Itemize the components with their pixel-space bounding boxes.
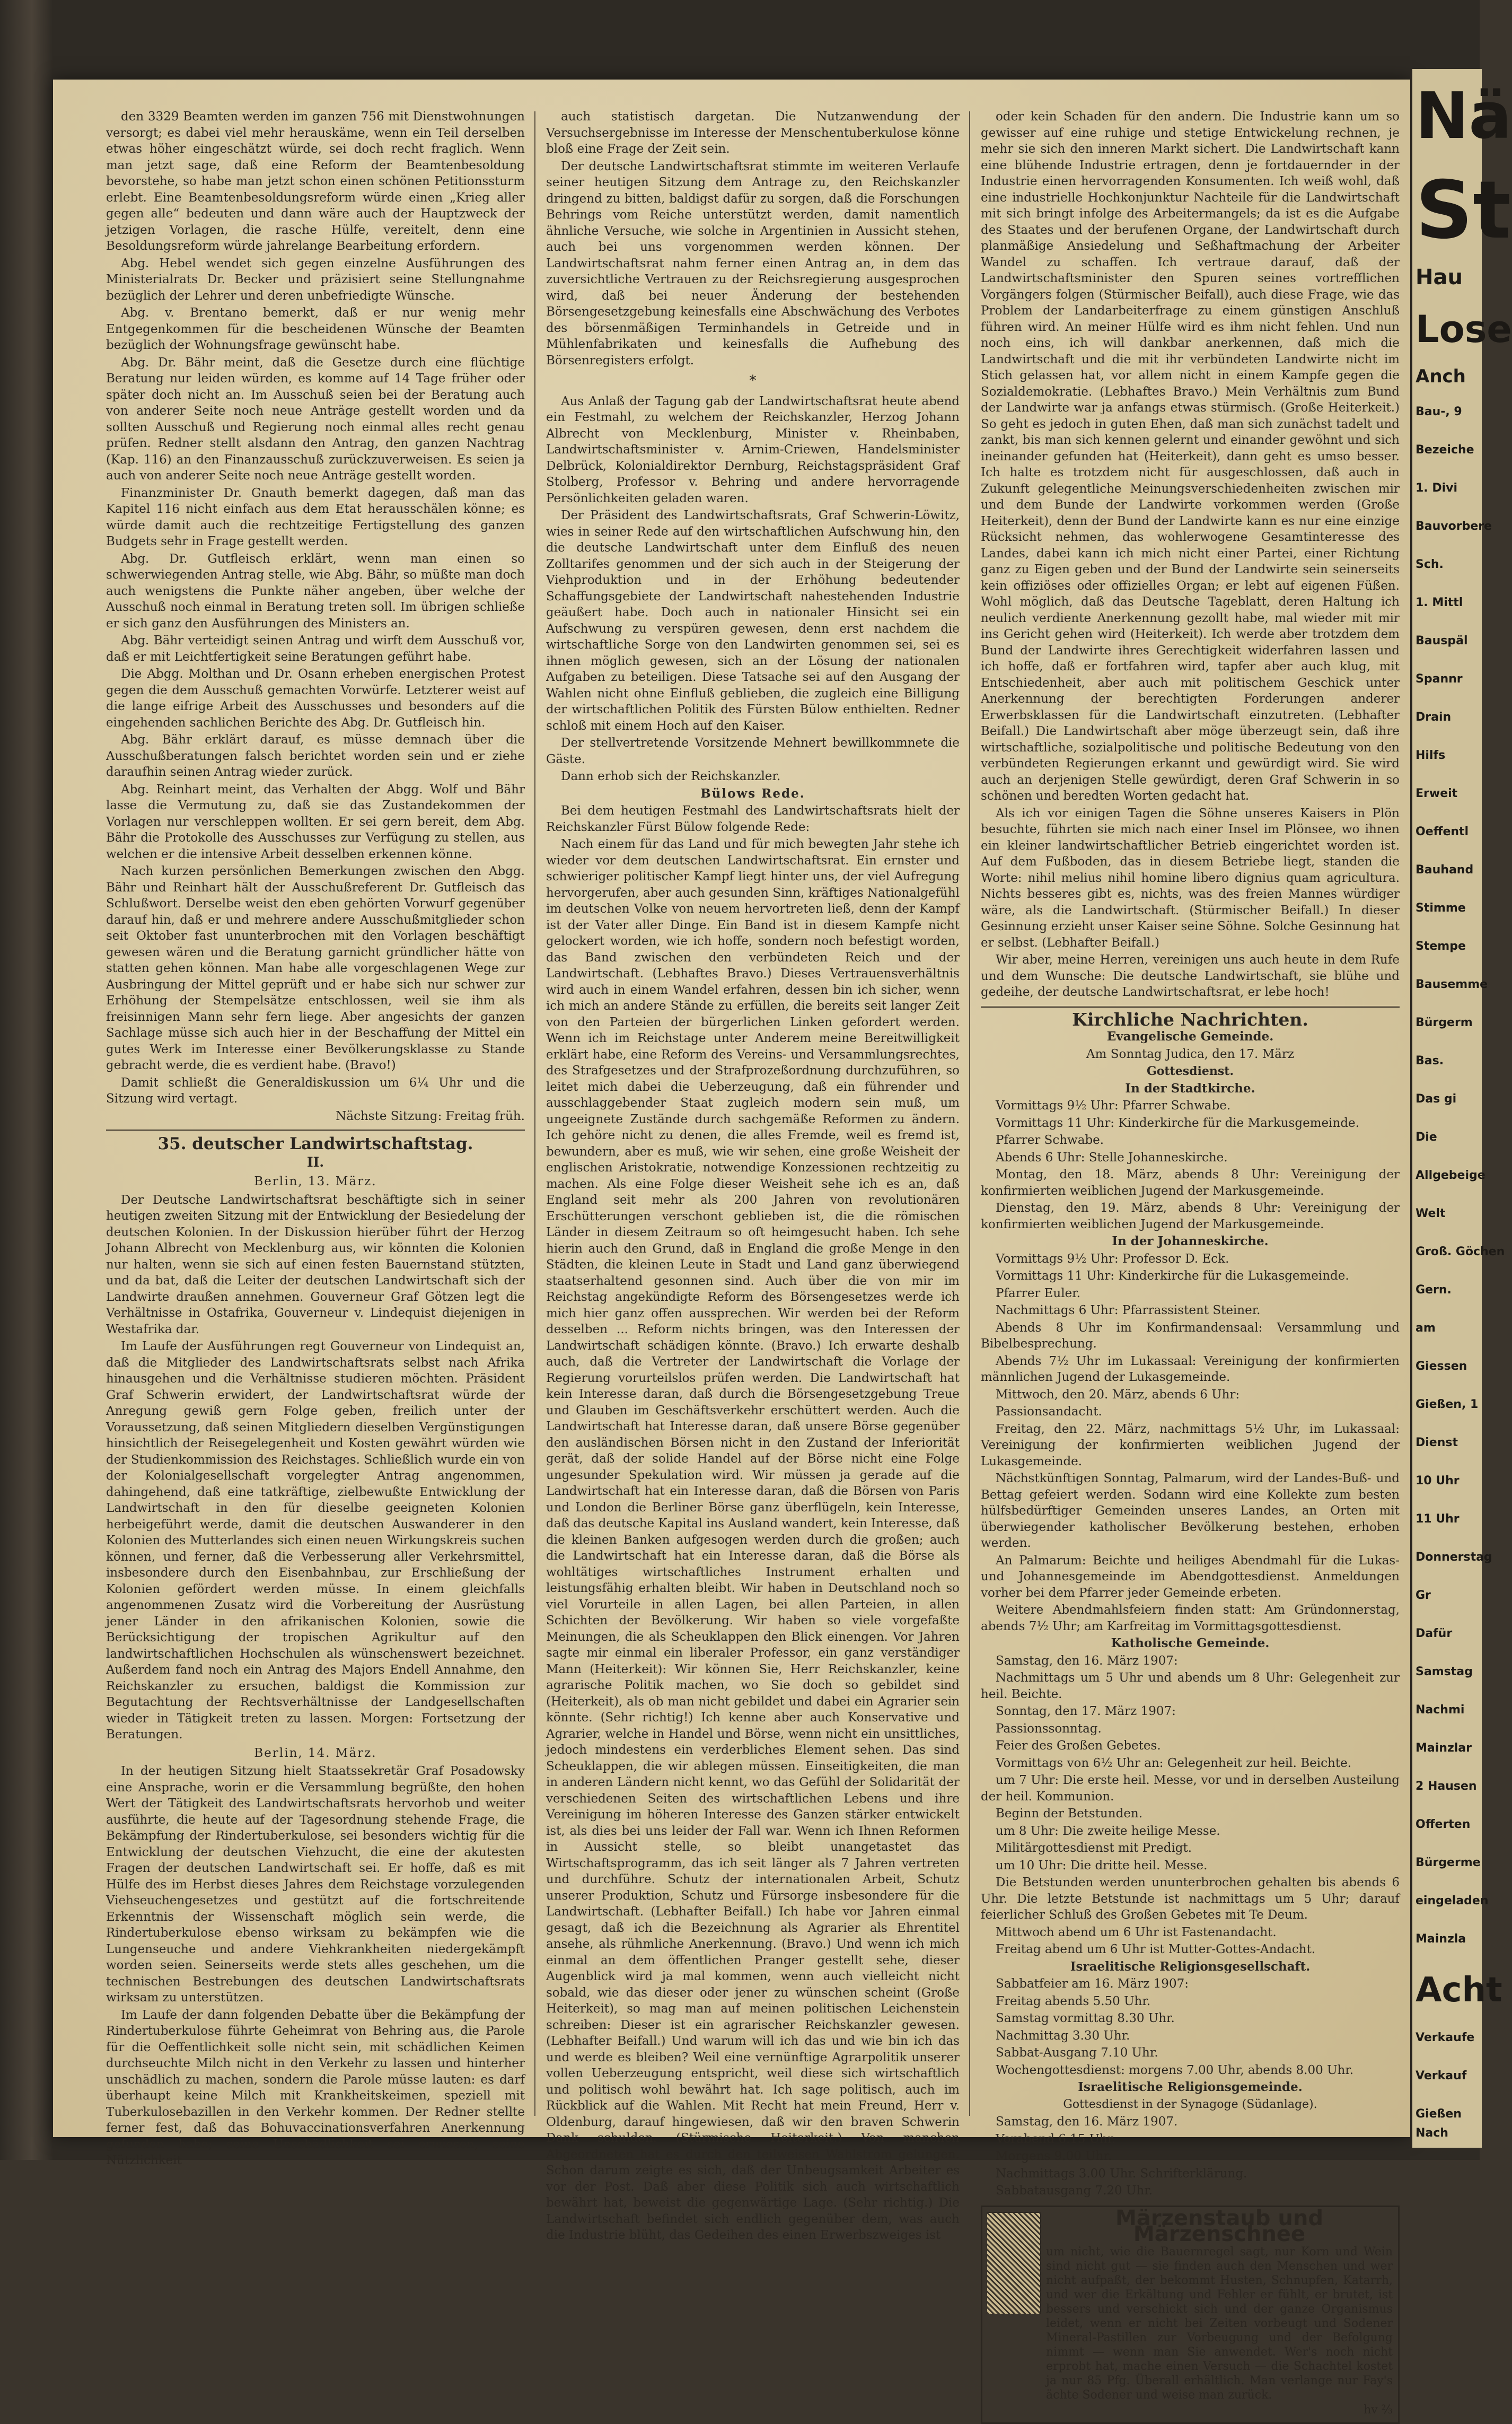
strip-fragment: Gern. [1416,1283,1452,1297]
johanneskirche-schedule [981,1251,1400,1635]
strip-fragment: Anch [1416,366,1466,387]
paragraph: Abg. Bähr verteidigt seinen Antrag und wirft dem Ausschuß vor, daß er mit Leichtfertigkeit seine Beratungen geführt habe. [106,633,525,665]
schedule-line: Montag, den 18. März, abends 8 Uhr: Vereinigung der konfirmierten weiblichen Jugend der Markusgemeinde. [981,1167,1400,1199]
paragraph: Abg. Reinhart meint, das Verhalten der Abgg. Wolf und Bähr lasse die Vermutung zu, daß sie das Zustandekommen der Vorlagen nur verschleppen wollten. Er sei gern bereit, dem Abg. Bähr die Protokolle des Ausschusses zur Verfügung zu stellen, aus welchen er die intensive Arbeit desselben erkennen könne. [106,782,525,863]
schedule-line: Samstag vormittag 8.30 Uhr. [981,2010,1400,2027]
column-middle-paragraphs-first [546,109,960,369]
strip-fragment: Samstag [1416,1665,1473,1678]
schedule-line: Samstag, den 16. März 1907: [981,1653,1400,1669]
schedule-line: Vormittags 11 Uhr: Kinderkirche für die Lukasgemeinde. [981,1268,1400,1284]
section-paragraphs-first [106,1192,525,1743]
schedule-line: Dienstag, den 19. März, abends 8 Uhr: Vereinigung der konfirmierten weiblichen Jugend der Markusgemeinde. [981,1200,1400,1232]
strip-fragment: 11 Uhr [1416,1512,1460,1526]
schedule-line: Nachmittags um 5 Uhr und abends um 8 Uhr: Gelegenheit zur heil. Beichte. [981,1670,1400,1702]
strip-fragment: St [1416,164,1511,257]
strip-fragment: Spannr [1416,672,1463,686]
evangelical-date: Am Sonntag Judica, den 17. März [981,1046,1400,1063]
section-roman-numeral: II. [106,1154,525,1171]
strip-fragment: am [1416,1322,1436,1335]
schedule-line: Beginn der Betstunden. [981,1806,1400,1822]
strip-fragment: Gießen, 1 [1416,1398,1478,1411]
johanneskirche-heading: In der Johanneskirche. [981,1233,1400,1250]
advertisement-code: hv ⅔ [1046,2402,1393,2419]
strip-fragment: Bas. [1416,1054,1444,1067]
column-middle [546,109,960,2116]
strip-fragment: Hau [1416,265,1463,290]
strip-fragment: Nach [1416,2127,1448,2140]
schedule-line: Nächstkünftigen Sonntag, Palmarum, wird der Landes-Buß- und Bettag gefeiert werden. Sodann wird eine Kollekte zum besten hülfsbedürftiger Gemeinden unseres Landes, an Orten mit überwiegender katholischer Bevölkerung bestehen, erhoben werden. [981,1471,1400,1552]
service-label: Gottesdienst. [981,1063,1400,1080]
strip-fragment: Erweit [1416,787,1457,800]
paragraph: Abg. Dr. Gutfleisch erklärt, wenn man einen so schwerwiegenden Antrag stelle, wie Abg. Bähr, so müßte man doch auch wenigstens die Punkte näher angeben, über welche der Ausschuß noch einmal in Beratung treten soll. Im übrigen schließe er sich ganz den Ausführungen des Ministers an. [106,551,525,632]
schedule-line: Vormittags 9½ Uhr: Professor D. Eck. [981,1251,1400,1267]
israelite-society-schedule [981,1976,1400,2078]
schedule-line: Die Betstunden werden ununterbrochen gehalten bis abends 6 Uhr. Die letzte Betstunde ist nachmittags um 5 Uhr; darauf feierlicher Schluß des Großen Gebetes mit Te Deum. [981,1875,1400,1923]
paragraph: Aus Anlaß der Tagung gab der Landwirtschaftsrat heute abend ein Festmahl, zu welchem der Reichskanzler, Herzog Johann Albrecht von Mecklenburg, Minister v. Rheinbaben, Landwirtschaftsminister v. Arnim-Criewen, Handelsminister Delbrück, Kolonialdirektor Dernburg, Reichstagspräsident Graf Stolberg, Professor v. Behring und andere hervorragende Persönlichkeiten geladen waren. [546,393,960,507]
strip-fragment: Allgebeige [1416,1169,1485,1182]
schedule-line: Mittwoch abend um 6 Uhr ist Fastenandacht. [981,1924,1400,1941]
schedule-line: An Palmarum: Beichte und heiliges Abendmahl für die Lukas- und Johannesgemeinde im Abendgottesdienst. Anmeldungen vorher bei dem Pfarrer jeder Gemeinde erbeten. [981,1553,1400,1602]
schedule-line: Passionssonntag. [981,1721,1400,1737]
schedule-line: Nachmittags 3.00 Uhr. Schrifterklärung. [981,2166,1400,2182]
schedule-line: Pfarrer Schwabe. [981,1132,1400,1149]
israelite-community-title: Israelitische Religionsgemeinde. [981,2079,1400,2096]
strip-fragment: Giessen [1416,1360,1467,1373]
dateline-first: Berlin, 13. März. [106,1174,525,1190]
church-news-heading: Kirchliche Nachrichten. [981,1006,1400,1028]
evangelical-title: Evangelische Gemeinde. [981,1029,1400,1045]
paragraph: Abg. Hebel wendet sich gegen einzelne Ausführungen des Ministerialrats Dr. Becker und präzisiert seine Stellungnahme bezüglich der Lehrer und deren unbefriedigte Wünsche. [106,256,525,304]
strip-fragment: Bausemme [1416,978,1488,991]
speech-title: Bülows Rede. [546,786,960,802]
strip-fragment: Bauvorbere [1416,520,1492,533]
column-right [981,109,1400,2116]
schedule-line: Feier des Großen Gebetes. [981,1738,1400,1754]
strip-fragment: 2 Hausen [1416,1780,1477,1793]
paragraph: Abg. Bähr erklärt darauf, es müsse demnach über die Ausschußberatungen falsch berichtet worden sein und er ziehe daraufhin seinen Antrag wieder zurück. [106,732,525,781]
paragraph: Als ich vor einigen Tagen die Söhne unseres Kaisers in Plön besuchte, führten sie mich nach einer Insel im Plönsee, wo ihnen ein kleiner landwirtschaftlicher Betrieb eingerichtet worden ist. Auf dem Fußboden, das in diesem Betriebe liegt, standen die Worte: nihil melius nihil homine libero dignius quam agricultura. Nichts besseres gibt es, nichts, was des freien Mannes würdiger wäre, als die Landwirtschaft. (Stürmischer Beifall.) In dieser Gesinnung erzieht unser Kaiser seine Söhne. Solche Gesinnung hat er selbst. (Lebhafter Beifall.) [981,806,1400,951]
catholic-schedule [981,1653,1400,1958]
section-title: 35. deutscher Landwirtschaftstag. [106,1130,525,1152]
paragraph: Bei dem heutigen Festmahl des Landwirtschaftsrats hielt der Reichskanzler Fürst Bülow folgende Rede: [546,803,960,835]
paragraph: Nach einem für das Land und für mich bewegten Jahr stehe ich wieder vor dem deutschen Landwirtschaftsrat. Ein ernster und schwieriger politischer Kampf liegt hinter uns, der viel Aufregung hervorgerufen, aber auch gesunden Sinn, kräftiges Nationalgefühl im deutschen Volke von neuem hervortreten ließ, denn der Kampf ist der Vater aller Dinge. Ein Band ist in diesem Kampfe nicht gelockert worden, wie ich hoffe, sondern noch befestigt worden, das Band zwischen den verbündeten Reich und der Landwirtschaft. (Lebhaftes Bravo.) Dieses Vertrauensverhältnis wird auch in einem Wandel erfahren, dessen bin ich sicher, wenn ich mich an andere Stände zu erfüllen, die bereits seit langer Zeit von den Parteien der bürgerlichen Linken gefordert werden. Wenn ich im Reichstage unter Anderem meine Bereitwilligkeit erklärt habe, eine Reform des Vereins- und Versammlungsrechtes, des Strafgesetzes und der Strafprozeßordnung durchzuführen, so leitet mich dabei die Ueberzeugung, daß ein führender und ausschlaggebender Staat zugleich modern sein muß, um ungeeignete Zustände durch sachgemäße Reformen zu ändern. Ich gehöre nicht zu denen, die alles Fremde, weil es fremd ist, bewundern, aber es muß, wie wir sehen, eine große Weisheit der englischen Aristokratie, notwendige Konzessionen rechtzeitig zu machen. Als eine Folge dieser Weisheit sehe ich es an, daß England seit mehr als 200 Jahren von revolutionären Erschütterungen verschont geblieben ist, die die römischen Länder in diesem Zeitraum so oft heimgesucht haben. Ich sehe hierin auch den Grund, daß in England die große Menge in den Städten, die kleinen Leute in Stadt und Land ganz überwiegend staatserhaltend gesonnen sind. Auch über die von mir im Reichstag angekündigte Reform des Börsengesetzes werde ich mich hier ganz offen aussprechen. Wir werden bei der Reform desselben ... Reform nichts bringen, was den Interessen der Landwirtschaft schädigen könnte. (Bravo.) Ich erwarte deshalb auch, daß die Vertreter der Landwirtschaft die Vorlage der Regierung vorurteilslos prüfen werden. Die Landwirtschaft hat kein Interesse daran, daß durch die Börsengesetzgebung Treue und Glauben im Geschäftsverkehr erschüttert werden. Auch die Landwirtschaft hat Interesse daran, daß unsere Börse gegenüber den ausländischen Börsen nicht in den Zustand der Inferiorität gerät, daß der solide Handel auf der Börse nicht eine Folge ungesunder Spekulation wird. Wir müssen ja gerade auf die Landwirtschaft hat ein Interesse daran, daß die Börsen von Paris und London die Berliner Börse ganz überflügeln, kein Interesse, daß das deutsche Kapital ins Ausland wandert, kein Interesse, daß die kleinen Banken aufgesogen werden durch die großen; auch die Landwirtschaft hat ein Interesse daran, daß die Börse als wohltätiges wirtschaftliches Instrument erhalten und leistungsfähig erhalten bleibt. Wir haben in Deutschland noch so viel Vorurteile in allen Lagen, bei allen Parteien, in allen Schichten der Bevölkerung. Wir haben so viele vorgefaßte Meinungen, die als Scheuklappen den Blick einengen. Vor Jahren sagte mir einmal ein liberaler Professor, ein ganz verständiger Mann (Heiterkeit): Wir können Sie, Herr Reichskanzler, keine agrarische Politik machen, wo Sie doch so gebildet sind (Heiterkeit), als ob man nicht gebildet und dabei ein Agrarier sein könnte. (Sehr richtig!) Ich kenne aber auch Konservative und Agrarier, welche in Handel und Börse, wenn nicht ein unsittliches, jedoch mindestens ein verderbliches Element sehen. Das sind Scheuklappen, die wir ablegen müssen. Einseitigkeiten, die man in anderen Ländern nicht kennt, wo das Gefühl der Solidarität der verschiedenen Seiten des wirtschaftlichen Lebens und ihre Vereinigung im höheren Interesse des Ganzen stärker entwickelt ist, als dies bei uns leider der Fall war. Wenn ich Ihnen Reformen in Aussicht stelle, so bleibt unangetastet das Wirtschaftsprogramm, das ich seit länger als 7 Jahren vertreten und durchführe. Schutz der internationalen Arbeit, Schutz unserer Produktion, Schutz und Fürsorge insbesondere für die Landwirtschaft. (Lebhafter Beifall.) Ich habe vor Jahren einmal gesagt, daß ich die Bezeichnung als Agrarier als Ehrentitel ansehe, als rühmliche Anerkennung. (Bravo.) Und wenn ich mich einmal an dem öffentlichen Pranger gestellt sehe, dieser Augenblick wird ja mal kommen, wenn auch vielleicht nicht sobald, wie das dieser oder jener zu wünschen scheint (Große Heiterkeit), so mag man auf meinen politischen Leichenstein schreiben: Dieser ist ein agrarischer Reichskanzler gewesen. (Lebhafter Beifall.) Und warum will ich das und wie bin ich das und werde es bleiben? Weil eine vernünftige Agrarpolitik unserer vollen Ueberzeugung entspricht, weil diese sich wirtschaftlich und politisch wohl bewährt hat. Ich sage politisch, auch im Rückblick auf die Wahlen. Mit Recht hat mein Freund, Herr v. Oldenburg, darauf hingewiesen, daß wir den braven Schwerin Dank schulden. (Stürmische Heiterkeit.) Von manchen Abgeordneten hat es durch den teilweisen Wahlstrom gelungen. Schon darum zeigte es sich, daß der Unbeugsamkeit Arbeiter es vor der Post. Daß aber diese Politik sich auch wirtschaftlich bewährt hat, beweist die gegenwärtige Lage. (Sehr richtig.) Die Landwirtschaft befindet sich endlich gegenüber dem, was auch die Industrie blüht, das Gedeihen des einen Erwerbszweiges ist [546,836,960,2244]
strip-fragment: Oeffentl [1416,825,1469,838]
schedule-line: Mittwoch, den 20. März, abends 6 Uhr: [981,1387,1400,1403]
schedule-line: Freitag, den 22. März, nachmittags 5½ Uhr, im Lukassaal: Vereinigung der konfirmierten weiblichen Jugend der Lukasgemeinde. [981,1421,1400,1470]
strip-fragment: Bürgerm [1416,1016,1473,1029]
paragraph: Der Präsident des Landwirtschaftsrats, Graf Schwerin-Löwitz, wies in seiner Rede auf den wirtschaftlichen Aufschwung hin, den die deutsche Landwirtschaft unter dem Einfluß des neuen Zolltarifes genommen und der sich auch in der Steigerung der Viehproduktion und in der Erhöhung bedeutender Schaffungsgebiete der Landwirtschaft nahestehenden Industrie geäußert habe. Doch auch in nationaler Hinsicht sei ein Aufschwung zu verspüren gewesen, denn erst nachdem die wirtschaftliche Sorge von den Landwirten genommen sei, sei es ihnen möglich gewesen, sich an der Lösung der nationalen Aufgaben zu beteiligen. Diese Tatsache sei auf den Ausgang der Wahlen nicht ohne Einfluß geblieben, die zugleich eine Billigung der wirtschaftlichen Politik des Fürsten Bülow enthielten. Redner schloß mit einem Hoch auf den Kaiser. [546,507,960,734]
column-right-paragraphs [981,109,1400,1001]
column-left-paragraphs [106,109,525,1107]
paragraph: Finanzminister Dr. Gnauth bemerkt dagegen, daß man das Kapitel 116 nicht einfach aus dem Etat herausschälen könne; es würde damit auch die rechtzeitige Fertigstellung des ganzen Budgets sehr in Frage gestellt werden. [106,485,525,550]
strip-fragment: Drain [1416,711,1451,724]
strip-fragment: 1. Mittl [1416,596,1463,609]
advertisement-illustration [987,2212,1041,2314]
strip-fragment: Verkaufe [1416,2031,1474,2044]
column-left [106,109,525,2116]
next-session-line: Nächste Sitzung: Freitag früh. [106,1108,525,1125]
section-paragraphs-second [106,1763,525,2169]
strip-fragment: Bauhand [1416,863,1473,877]
column-divider-right [969,111,970,2116]
strip-fragment: Bauspäl [1416,634,1468,647]
paragraph: In der heutigen Sitzung hielt Staatssekretär Graf Posadowsky eine Ansprache, worin er die Versammlung begrüßte, den hohen Wert der Tätigkeit des Landwirtschaftsrats hervorhob und weiter ausführte, die heute auf der Tagesordnung stehende Frage, die Bekämpfung der Rindertuberkulose, sei besonders wichtig für die Entwicklung der deutschen Viehzucht, die eine der akutesten Fragen der deutschen Landwirtschaft sei. Er hoffe, daß es mit Hülfe des im Herbst dieses Jahres dem Reichstage vorzulegenden Viehseuchengesetzes und gestützt auf die fortschreitende Erkenntnis der Wissenschaft möglich sein werde, die Rindertuberkulose ebenso wirksam zu bekämpfen wie die Lungenseuche und andere Viehkrankheiten niedergekämpft worden seien. Seinerseits werde stets alles geschehen, um die technischen Bestrebungen des deutschen Landwirtschaftsrats wirksam zu unterstützen. [106,1763,525,2006]
advertisement-box [981,2206,1400,2424]
advertisement-text: um nicht, wie die Bauernregel sagt, nur Korn und Wein sind nicht gut — sie finden auch den Menschen und wer nicht aufpaßt, der bekommt Husten, Schnupfen, Katarrh, und wer die Erkältung und Fehler er fühlt, er brutet, ist bessers und verschickt sich und der ganze Organismus leidet, wenn er nicht bei Zeiten vorbeugt und Sodener Mineral-Pastillen zur Vorbeugung und der Befolgung nimmt — wenn man Sie anwendet. Wer's noch nicht erprobt hat, mache einen Versuch — die Schachtel kostet ja nur 85 Pfg. Überall erhältlich. Man verlange nur Fay's ächte Sodener und weise man zurück. [1046,2245,1393,2402]
stadtkirche-schedule [981,1098,1400,1232]
schedule-line: Pfarrer Euler. [981,1285,1400,1302]
israelite-community-schedule [981,2114,1400,2199]
paragraph: Abg. Dr. Bähr meint, daß die Gesetze durch eine flüchtige Beratung nur leiden würden, es komme auf 14 Tage früher oder später doch nicht an. Im Ausschuß seien bei der Beratung auch von anderer Seite noch neue Anträge gestellt worden und da sollten Ausschuß und Regierung noch einmal alles recht genau prüfen. Redner stellt alsdann den Antrag, den ganzen Nachtrag (Kap. 116) an den Finanzausschuß zurückzuverweisen. Es seien ja auch von anderer Seite noch neue Anträge gestellt worden. [106,355,525,484]
schedule-line: Sabbat-Ausgang 7.10 Uhr. [981,2045,1400,2061]
paragraph: Im Laufe der dann folgenden Debatte über die Bekämpfung der Rindertuberkulose führte Geheimrat von Behring aus, die Parole für die Oeffentlichkeit solle nicht sein, mit schädlichen Keimen durchseuchte Milch nicht in den Verkehr zu lassen und hinterher unschädlich zu machen, sondern die Parole müsse lauten: es darf überhaupt keine Milch mit Krankheitskeimen, speziell mit Tuberkulosebazillen in den Verkehr kommen. Der Redner stellte ferner fest, daß das Bohuvaccinationsverfahren Anerkennung gefunden habe; seine Unschädlichkeit sei erwiesen, seine Nützlichkeit [106,2007,525,2169]
adjacent-page-strip [1410,69,1482,2148]
strip-fragment: 1. Divi [1416,482,1457,495]
paragraph: Dann erhob sich der Reichskanzler. [546,768,960,785]
schedule-line: Vormittags 11 Uhr: Kinderkirche für die Markusgemeinde. [981,1115,1400,1132]
strip-fragment: Die [1416,1131,1437,1144]
strip-fragment: Hilfs [1416,749,1445,762]
schedule-line: Freitag abends 5.50 Uhr. [981,1993,1400,2010]
schedule-line: Abends 7½ Uhr im Lukassaal: Vereinigung der konfirmierten männlichen Jugend der Lukasgemeinde. [981,1353,1400,1386]
catholic-title: Katholische Gemeinde. [981,1635,1400,1652]
schedule-line: Wochengottesdienst: morgens 7.00 Uhr, abends 8.00 Uhr. [981,2062,1400,2079]
strip-fragment: Nachmi [1416,1703,1464,1717]
dateline-second: Berlin, 14. März. [106,1745,525,1762]
strip-fragment: Bau-, 9 [1416,405,1462,418]
column-middle-paragraphs-second [546,393,960,785]
strip-fragment: Dafür [1416,1627,1452,1640]
strip-fragment: Nä [1416,80,1511,153]
strip-fragment: Verkauf [1416,2069,1466,2082]
advertisement-title: Märzenstaub und Märzenschnee [1046,2210,1393,2243]
schedule-line: Sabbatfeier am 16. März 1907: [981,1976,1400,1992]
schedule-line: Vorabend 6.15 Uhr. [981,2131,1400,2148]
paragraph: auch statistisch dargetan. Die Nutzanwendung der Versuchsergebnisse im Interesse der Menschentuberkulose könne bloß eine Frage der Zeit sein. [546,109,960,157]
paragraph: Der Deutsche Landwirtschaftsrat beschäftigte sich in seiner heutigen zweiten Sitzung mit der Entwicklung der Besiedelung der deutschen Kolonien. In der Diskussion hierüber führt der Herzog Johann Albrecht von Mecklenburg aus, wir könnten die Kolonien nur halten, wenn sie sich auf einen festen Bauernstand stützten, und da bat, daß die Leiter der deutschen Landwirtschaft sich der Landwirte draußen annehmen. Gouverneur Graf Götzen legt die Verhältnisse in Ostafrika, Gouverneur v. Lindequist diejenigen in Westafrika dar. [106,1192,525,1338]
paragraph: Im Laufe der Ausführungen regt Gouverneur von Lindequist an, daß die Mitglieder des Landwirtschaftsrats selbst nach Afrika hinausgehen und die Verhältnisse studieren möchten. Präsident Graf Schwerin erwidert, der Landwirtschaftsrat würde der Anregung gewiß gern Folge geben, freilich unter der Voraussetzung, daß seinen Mitgliedern dieselben Vergünstigungen hinsichtlich der Reisegelegenheit und Kosten gewährt würden wie der Studienkommission des Reichstages. Schließlich wurde ein von der Kolonialgesellschaft vorgelegter Antrag angenommen, dahingehend, daß eine tatkräftige, zielbewußte Entwicklung der Landwirtschaft in den für dieselbe geeigneten Kolonien herbeigeführt werde, damit die deutschen Auswanderer in den Kolonien des Mutterlandes sich einen neuen Wirkungskreis suchen können, und ferner, daß die Verbesserung aller Verkehrsmittel, insbesondere durch den Eisenbahnbau, zur Erschließung der Kolonien gefördert werden müsse. In einem gleichfalls angenommenen Zusatz wird die Vorbereitung der Ausrüstung jener Länder in den afrikanischen Kolonien, sowie die Berücksichtigung der tropischen Agrikultur auf den landwirtschaftlichen Hochschulen als wünschenswert bezeichnet. Außerdem fand noch ein Antrag des Majors Endell Annahme, den Reichskanzler zu ersuchen, baldigst die Kommission zur Begutachtung der Rechtsverhältnisse der Landgesellschaften wieder in Tätigkeit treten zu lassen. Morgen: Fortsetzung der Beratungen. [106,1338,525,1743]
schedule-line: Morgens 9.00 Uhr. [981,2148,1400,2165]
schedule-line: Nachmittag 3.30 Uhr. [981,2028,1400,2044]
schedule-line: Nachmittags 6 Uhr: Pfarrassistent Steiner. [981,1302,1400,1319]
paragraph: Nach kurzen persönlichen Bemerkungen zwischen den Abgg. Bähr und Reinhart hält der Ausschußreferent Dr. Gutfleisch das Schlußwort. Derselbe weist den eben gehörten Vorwurf gegenüber darauf hin, daß er und mehrere andere Ausschußmitglieder schon seit Oktober fast ununterbrochen mit den Vorlagen beschäftigt gewesen wären und die Beratung garnicht gründlicher hätte von statten gehen können. Man habe alle vorgeschlagenen Wege zur Ausbringung der Mittel geprüft und er habe sich nur schwer zur Erhöhung der Stempelsätze entschlossen, weil sie ihm als freisinnigen Mann sehr fern liege. Aber angesichts der ganzen Sachlage müsse sich auch hier in der Beschaffung der Mittel ein gutes Werk im Interesse einer Bevölkerungsklasse zu Stande gebracht werde, die es verdient habe. (Bravo!) [106,863,525,1074]
paragraph: Der stellvertretende Vorsitzende Mehnert bewillkommnete die Gäste. [546,735,960,767]
paragraph: oder kein Schaden für den andern. Die Industrie kann um so gewisser auf eine ruhige und stetige Entwickelung rechnen, je mehr sie sich den inneren Markt sichert. Die Landwirtschaft kann eine blühende Industrie ertragen, denn je fortdauernder in der Industrie einen hervorragenden Konsumenten. Ich weiß wohl, daß eine industrielle Hochkonjunktur Nachteile für die Landwirtschaft mit sich bringt infolge des Arbeitermangels; da ist es die Aufgabe des Staates und der berufenen Organe, der Landwirtschaft durch planmäßige Ansiedelung und Seßhaftmachung der Arbeiter Wandel zu schaffen. Ich vertraue darauf, daß der Landwirtschaftsminister den Spuren seines vortrefflichen Vorgängers folgen (Stürmischer Beifall), auch diese Frage, wie das Problem der Landarbeiterfrage zu einem günstigen Anschluß führen wird. An meiner Hülfe wird es ihm nicht fehlen. Und nun noch eins, ich will dankbar anerkennen, daß mich die Landwirtschaft und die mit ihr verbündeten Landwirte nicht im Stich gelassen hat, vor allem nicht in einem Kampfe gegen die Sozialdemokratie. (Lebhaftes Bravo.) Mein Verhältnis zum Bund der Landwirte war ja anfangs etwas stürmisch. (Große Heiterkeit.) So geht es jedoch in guten Ehen, daß man sich zunächst tadelt und zankt, bis man sich kennen gelernt und einander gewöhnt und sich ineinander gefunden hat (Heiterkeit), dann geht es umso besser. Ich halte es trotzdem nicht für ausgeschlossen, daß auch in Zukunft gelegentliche Meinungsverschiedenheiten zwischen mir und dem Bunde der Landwirte vorkommen werden (Große Heiterkeit), denn der Bund der Landwirte kann es nur eine einzige Rücksicht nehmen, das wohlerwogene Gesamtinteresse des Landes, dabei kann ich mich nicht einer Partei, einer Richtung ganz zu Eigen geben und der Bund der Landwirte sein seinerseits kein offiziöses oder offizielles Organ; er lebt auf eigenen Füßen. Wohl möglich, daß das Deutsche Tageblatt, deren Haltung ich neulich verdiente Anerkennung gezollt habe, mal wieder mit mir ins Gericht gehen wird (Heiterkeit). Ich werde aber trotzdem dem Bund der Landwirte ihres Gerechtigkeit widerfahren lassen und ich hoffe, daß er fortfahren wird, tapfer aber auch klug, mit Entschiedenheit, aber auch mit politischem Geschick unter Anerkennung der berechtigten Forderungen anderer Erwerbsklassen für die Landwirtschaft einzutreten. (Lebhafter Beifall.) Die Landwirtschaft aber möge überzeugt sein, daß ihre wirtschaftliche, sozialpolitische und politische Bedeutung von den verbündeten Regierungen erkannt und gewürdigt wird. Sie wird auch an derjenigen Stelle gewürdigt, deren Graf Schwerin in so schönen und beredten Worten gedacht hat. [981,109,1400,804]
strip-fragment: Welt [1416,1207,1445,1220]
schedule-line: Abends 8 Uhr im Konfirmandensaal: Versammlung und Bibelbesprechung. [981,1320,1400,1352]
schedule-line: Militärgottesdienst mit Predigt. [981,1840,1400,1857]
schedule-line: Samstag, den 16. März 1907. [981,2114,1400,2130]
schedule-line: Vormittags von 6½ Uhr an: Gelegenheit zur heil. Beichte. [981,1755,1400,1772]
paragraph: Abg. v. Brentano bemerkt, daß er nur wenig mehr Entgegenkommen für die bescheidenen Wünsche der Beamten bezüglich der Wohnungsfrage gewünscht habe. [106,305,525,354]
strip-fragment: Groß. Göchen [1416,1245,1505,1258]
strip-fragment: Lose [1416,308,1512,351]
paragraph: den 3329 Beamten werden im ganzen 756 mit Dienstwohnungen versorgt; es dabei viel mehr herauskäme, wenn ein Teil derselben etwas höher eingeschätzt würde, sei doch recht fraglich. Wenn man jetzt sage, daß eine Reform der Beamtenbesoldung bevorstehe, so habe man jetzt schon einen schönen Petitionssturm erlebt. Eine Beamtenbesoldungsreform würde einen „Krieg aller gegen alle“ bedeuten und dann wäre auch der Hauptzweck der jetzigen Vorlagen, die rasche Hülfe, vereitelt, denn eine Besoldungsreform würde jahrelange Bearbeitung erfordern. [106,109,525,255]
column-divider-left [534,111,535,2116]
paragraph: Der deutsche Landwirtschaftsrat stimmte im weiteren Verlaufe seiner heutigen Sitzung dem Antrage zu, den Reichskanzler dringend zu bitten, baldigst dafür zu sorgen, daß die Forschungen Behrings vom Reiche unterstützt werden, damit namentlich ähnliche Versuche, wie solche in Argentinien in Aussicht stehen, auch bei uns vorgenommen werden können. Der Landwirtschaftsrat nahm ferner einen Antrag an, in dem das zuversichtliche Vertrauen zu der Reichsregierung ausgesprochen wird, daß bei neuer Änderung der bestehenden Börsengesetzgebung keinesfalls eine Abschwächung des Verbotes des börsenmäßigen Terminhandels in Getreide und in Mühlenfabrikaten und keinesfalls die Aufhebung des Börsenregisters erfolgt. [546,159,960,369]
strip-fragment: Offerten [1416,1818,1470,1831]
schedule-line: um 10 Uhr: Die dritte heil. Messe. [981,1858,1400,1874]
strip-fragment: Dienst [1416,1436,1458,1449]
strip-fragment: Donnerstag [1416,1551,1492,1564]
israelite-community-subtitle: Gottesdienst in der Synagoge (Südanlage). [981,2097,1400,2113]
strip-fragment: Bezeiche [1416,443,1474,457]
strip-fragment: Mainzla [1416,1932,1466,1946]
newspaper-page [53,80,1410,2137]
strip-fragment: Gr [1416,1589,1431,1602]
stadtkirche-heading: In der Stadtkirche. [981,1081,1400,1097]
separator-star: * [546,373,960,389]
strip-fragment: Das gi [1416,1092,1456,1106]
strip-fragment: eingeladen [1416,1894,1489,1907]
schedule-line: Passionsandacht. [981,1404,1400,1420]
schedule-line: um 8 Uhr: Die zweite heilige Messe. [981,1823,1400,1840]
paragraph: Die Abgg. Molthan und Dr. Osann erheben energischen Protest gegen die dem Ausschuß gemachten Vorwürfe. Letzterer weist auf die lange eifrige Arbeit des Ausschusses und besonders auf die eingehenden sachlichen Berichte des Abg. Dr. Gutfleisch hin. [106,666,525,731]
strip-fragment: Mainzlar [1416,1742,1472,1755]
strip-fragment: Bürgerme [1416,1856,1481,1869]
strip-fragment: Sch. [1416,558,1444,571]
strip-fragment: Stimme [1416,902,1466,915]
schedule-line: Weitere Abendmahlsfeiern finden statt: Am Gründonnerstag, abends 7½ Uhr; am Karfreitag im Vormittagsgottesdienst. [981,1602,1400,1634]
israelite-society-title: Israelitische Religionsgesellschaft. [981,1959,1400,1975]
strip-fragment: 10 Uhr [1416,1474,1460,1487]
schedule-line: Sonntag, den 17. März 1907: [981,1703,1400,1720]
paragraph: Damit schließt die Generaldiskussion um 6¼ Uhr und die Sitzung wird vertagt. [106,1075,525,1107]
paragraph: Wir aber, meine Herren, vereinigen uns auch heute in dem Rufe und dem Wunsche: Die deutsche Landwirtschaft, sie blühe und gedeihe, der deutsche Landwirtschaftsrat, er lebe hoch! [981,952,1400,1001]
schedule-line: Freitag abend um 6 Uhr ist Mutter-Gottes-Andacht. [981,1941,1400,1958]
schedule-line: Abends 6 Uhr: Stelle Johanneskirche. [981,1150,1400,1166]
schedule-line: Vormittags 9½ Uhr: Pfarrer Schwabe. [981,1098,1400,1114]
strip-fragment: Acht [1416,1971,1502,2010]
strip-fragment: Gießen [1416,2107,1462,2121]
schedule-line: um 7 Uhr: Die erste heil. Messe, vor und in derselben Austeilung der heil. Kommunion. [981,1772,1400,1805]
schedule-line: Sabbatausgang 7.20 Uhr. [981,2183,1400,2199]
strip-fragment: Stempe [1416,940,1466,953]
speech-paragraphs [546,803,960,2244]
